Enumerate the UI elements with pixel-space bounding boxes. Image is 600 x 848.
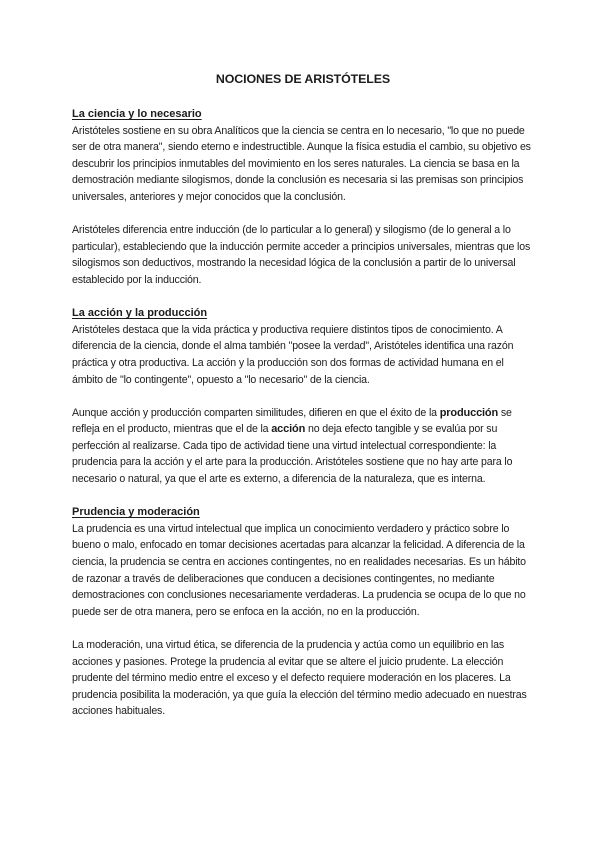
- paragraph: La prudencia es una virtud intelectual que implica un conocimiento verdadero y práctico sobre lo bueno o malo, enfocado en tomar decisiones acertadas para alcanzar la felicidad. A diferencia de la ciencia, la prudencia se centra en acciones contingentes, no en realidades necesarias. Es un hábito de razonar a través de deliberaciones que conducen a decisiones contingentes, no mediante demostraciones con conclusiones necesariamente verdaderas. La prudencia se ocupa de lo que no puede ser de otra manera, pero se enfoca en la acción, no en la producción.: [72, 522, 526, 618]
- paragraph: Aristóteles diferencia entre inducción (de lo particular a lo general) y silogismo (de lo general a lo particular), estableciendo que la inducción permite acceder a principios universales, mientras que los silogismos son deductivos, mostrando la necesidad lógica de la conclusión a partir de lo universal establecido por la inducción.: [72, 224, 531, 286]
- section-accion-produccion: [72, 305, 534, 488]
- bold-term-accion: acción: [271, 423, 306, 436]
- paragraph: [72, 405, 534, 488]
- section-prudencia-moderacion: [72, 504, 534, 720]
- text-run: se refleja en el producto, mientras que el de la: [72, 406, 512, 436]
- section-heading: La acción y la producción: [72, 307, 208, 320]
- section-ciencia: [72, 106, 534, 289]
- section-heading: La ciencia y lo necesario: [72, 108, 202, 120]
- paragraph: Aristóteles destaca que la vida práctica y productiva requiere distintos tipos de conocimiento. A diferencia de la ciencia, donde el alma también "posee la verdad", Aristóteles identifica una razón práctica y otra productiva. La acción y la producción son dos formas de actividad humana en el ámbito de "lo contingente", opuesto a "lo necesario" de la ciencia.: [72, 323, 514, 386]
- section-heading: Prudencia y moderación: [72, 506, 200, 519]
- page-title: NOCIONES DE ARISTÓTELES: [215, 72, 391, 86]
- paragraph: Aristóteles sostiene en su obra Analíticos que la ciencia se centra en lo necesario, "lo que no puede ser de otra manera", siendo eterno e indestructible. Aunque la física estudia el cambio, su objetivo es descubrir los principios inmutables del movimiento en los seres naturales. La ciencia se basa en la demostración mediante silogismos, donde la conclusión es necesaria si las premisas son principios universales, anteriores y mejor conocidos que la conclusión.: [72, 124, 531, 203]
- paragraph: La moderación, una virtud ética, se diferencia de la prudencia y actúa como un equilibrio en las acciones y pasiones. Protege la prudencia al evitar que se altere el juicio prudente. La elección prudente del término medio entre el exceso y el defecto requiere moderación en los placeres. La prudencia posibilita la moderación, ya que guía la elección del término medio adecuado en nuestras acciones habituales.: [72, 639, 527, 718]
- text-run: Aunque acción y producción comparten similitudes, difieren en que el éxito de la: [72, 406, 440, 419]
- text-run: no deja efecto tangible y se evalúa por su perfección al realizarse. Cada tipo de actividad tiene una virtud intelectual correspondiente: la prudencia para la acción y el arte para la producción. Aristóteles sostiene que no hay arte para lo necesario o natural, ya que el arte es externo, a diferencia de la naturaleza, que es interna.: [72, 423, 513, 486]
- bold-term-produccion: producción: [439, 406, 499, 419]
